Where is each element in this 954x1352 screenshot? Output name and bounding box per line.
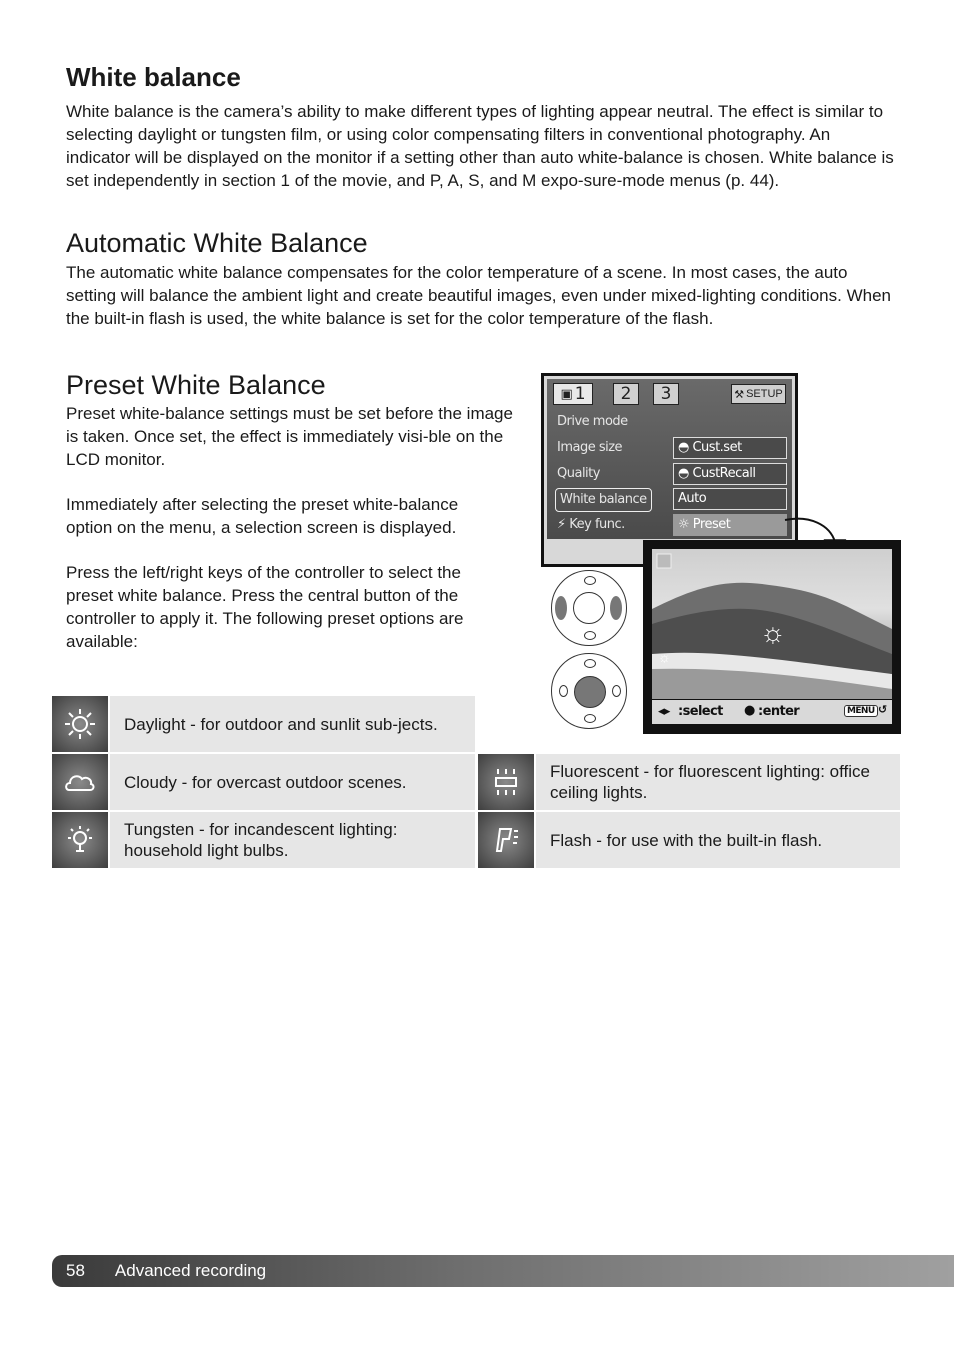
preset-paragraph-1: Preset white-balance settings must be set before the image is taken. Once set, the effect is immediately visi-ble on the LCD monitor. [66,404,513,469]
setup-tab[interactable]: ⚒ SETUP [731,384,786,404]
preset-flash: Flash - for use with the built-in flash. [536,812,900,868]
menu-tab-1[interactable]: ▣ 1 [553,383,593,405]
left-key-icon [559,685,568,697]
page-number: 58 [66,1261,85,1280]
center-button-icon: ● [744,703,755,718]
controller-center-diagram [551,653,627,729]
menu-item-key-func[interactable]: ⚡ Key func. [557,517,625,532]
daylight-small-icon: ☼ [678,517,693,532]
flash-small-icon: ⚡ [557,517,566,532]
left-key-icon [555,596,567,620]
preset-cloudy: Cloudy - for overcast outdoor scenes. [110,754,475,810]
daylight-icon [52,696,108,752]
wrench-icon: ⚒ [734,388,745,401]
up-key-icon [584,576,596,585]
menu-item-image-size[interactable]: Image size [557,440,623,455]
camera-menu-screen [541,373,798,567]
custom-icon: ◓ [678,466,693,481]
center-button-pressed-icon [574,676,606,708]
left-right-arrows-icon: ◂▸ [658,704,670,719]
return-icon: ↺ [878,703,887,716]
center-button-outline-icon [573,592,605,624]
preset-tungsten: Tungsten - for incandescent lighting: household light bulbs. [110,812,475,868]
white-balance-heading: White balance [66,62,241,92]
flash-icon [478,812,534,868]
page-footer [52,1255,954,1287]
footer-section-title: Advanced recording [114,1261,267,1280]
menu-button[interactable]: MENU [844,705,878,717]
option-auto[interactable]: Auto [673,488,787,510]
option-cust-recall[interactable]: ◓ CustRecall [673,463,787,485]
controller-left-right-diagram [551,570,627,646]
menu-tab-3[interactable]: 3 [653,383,679,405]
automatic-white-balance-paragraph: The automatic white balance compensates for the color temperature of a scene. In most cases, the auto setting will balance the ambient light and create beautiful images, even under mixed-lighting conditions. When the built-in flash is used, the white balance is set for the color temperature of the flash. [66,263,891,328]
down-key-icon [584,714,596,723]
preset-daylight: Daylight - for outdoor and sunlit sub-jects. [110,696,475,752]
down-key-icon [584,631,596,640]
camera-menu-panel [547,379,792,539]
custom-icon: ◓ [678,440,693,455]
menu-item-white-balance[interactable]: White balance [555,488,652,512]
option-cust-set[interactable]: ◓ Cust.set [673,437,787,459]
preset-fluorescent: Fluorescent - for fluorescent lighting: office ceiling lights. [536,754,900,810]
menu-item-quality[interactable]: Quality [557,466,600,481]
menu-item-drive-mode[interactable]: Drive mode [557,414,628,429]
daylight-indicator-icon: ☼ [658,649,671,665]
automatic-white-balance-heading: Automatic White Balance [66,228,368,258]
lcd-preview-screen [643,540,901,734]
preset-white-balance-heading: Preset White Balance [66,370,326,400]
daylight-overlay-icon: ☼ [760,617,786,648]
preset-paragraph-2: Immediately after selecting the preset white-balance option on the menu, a selection screen is displayed. [66,495,459,537]
landscape-photo [652,549,892,699]
tungsten-icon [52,812,108,868]
up-key-icon [584,659,596,668]
fluorescent-icon [478,754,534,810]
camera-icon: ▣ [560,386,573,402]
white-balance-paragraph: White balance is the camera’s ability to make different types of lighting appear neutral. The effect is similar to selecting daylight or tungsten film, or using color compensating filters in conventional photography. An indicator will be displayed on the monitor if a setting other than auto white-balance is chosen. White balance is set independently in section 1 of the movie, and P, A, S, and M expo-sure-mode menus (p. 44). [66,102,894,190]
menu-tab-2[interactable]: 2 [613,383,639,405]
cloudy-icon [52,754,108,810]
right-key-icon [612,685,621,697]
lcd-help-bar: ◂▸ :select ● :enter MENU ↺ [652,700,892,724]
option-preset[interactable]: ☼ Preset [673,514,787,536]
right-key-icon [610,596,622,620]
preset-paragraph-3: Press the left/right keys of the controller to select the preset white balance. Press the central button of the controller to apply it. The following preset options are available: [66,563,464,651]
